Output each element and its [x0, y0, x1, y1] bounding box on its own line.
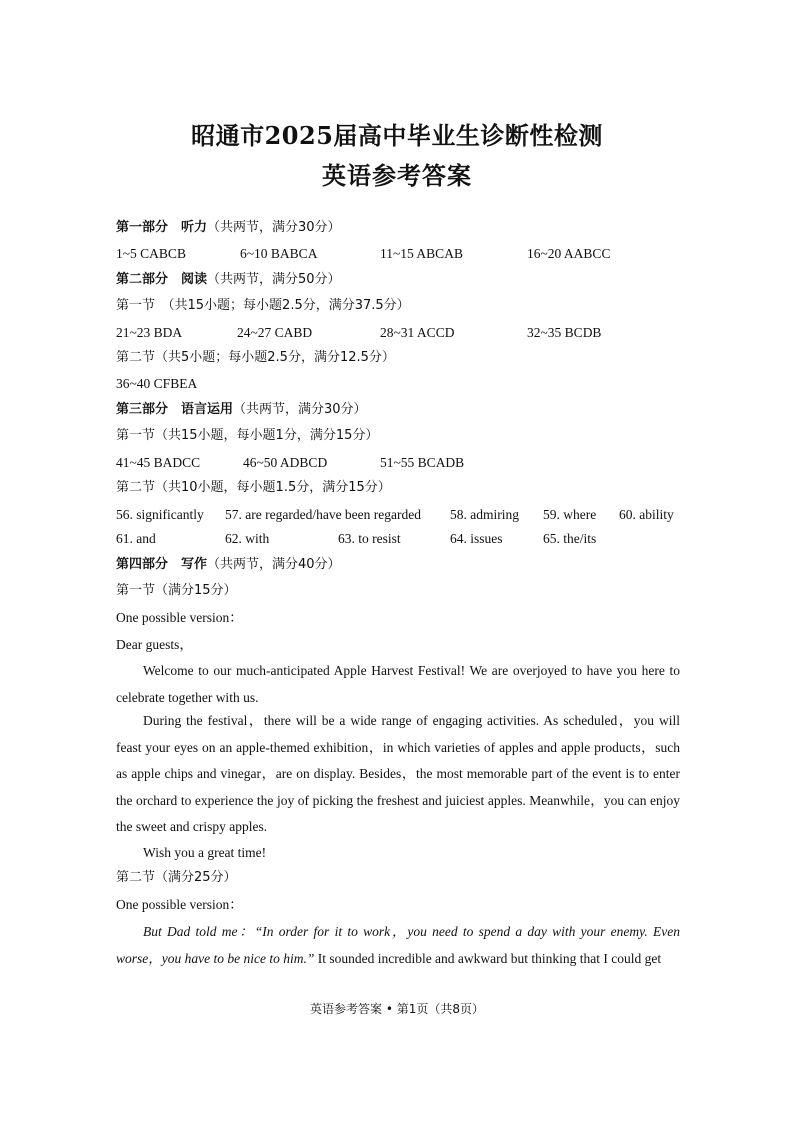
part3-note: （共两节，满分30分） — [233, 402, 367, 417]
story-text: It sounded incredible and awkward but thinking that I could get — [314, 950, 662, 966]
part3-heading — [116, 401, 367, 418]
answer-group: 36~40 CFBEA — [116, 376, 198, 391]
section-heading: 第二节（满分25分） — [116, 870, 237, 885]
fill-answer: 59. where — [543, 507, 597, 522]
fill-answer: 56. significantly — [116, 507, 204, 522]
answer-group: 11~15 ABCAB — [380, 246, 463, 261]
page-subtitle: 英语参考答案 — [322, 161, 472, 190]
letter-paragraph: Welcome to our much-anticipated Apple Harvest Festival! We are overjoyed to have you here to celebrate together with us. — [116, 663, 680, 705]
fill-answer: 60. ability — [619, 507, 674, 522]
part3-title: 第三部分 语言运用 — [116, 402, 234, 417]
answer-group: 16~20 AABCC — [527, 246, 611, 261]
possible-version-label: One possible version： — [116, 610, 243, 625]
part4-note: （共两节，满分40分） — [207, 557, 341, 572]
section-heading: 第一节（共15小题，每小题1分，满分15分） — [116, 428, 379, 443]
fill-answer: 63. to resist — [338, 531, 401, 546]
section-heading: 第一节 （共15小题；每小题2.5分，满分37.5分） — [116, 298, 410, 313]
answer-group: 1~5 CABCB — [116, 246, 186, 261]
answer-group: 46~50 ADBCD — [243, 455, 328, 470]
part2-title: 第二部分 阅读 — [116, 272, 208, 287]
letter-paragraph: During the festival，there will be a wide range of engaging activities. As scheduled，you will feast your eyes on an apple-themed exhibition，in which varieties of apples and apple products，such as apple chips and vinegar，are on display. Besides，the most memorable part of the event is to enter the orchard to experience the joy of picking the freshest and juiciest apples. Meanwhile，you can enjoy the sweet and crispy apples. — [116, 713, 680, 834]
fill-answer: 62. with — [225, 531, 270, 546]
part1-note: （共两节，满分30分） — [207, 220, 341, 235]
letter-closing: Wish you a great time! — [143, 845, 267, 860]
answer-group: 28~31 ACCD — [380, 325, 455, 340]
answer-group: 21~23 BDA — [116, 325, 183, 340]
section-heading: 第一节（满分15分） — [116, 583, 237, 598]
page-footer: 英语参考答案 • 第1页（共8页） — [310, 1002, 484, 1016]
fill-answer: 61. and — [116, 531, 156, 546]
part2-heading — [116, 271, 341, 288]
section-heading: 第二节（共10小题，每小题1.5分，满分15分） — [116, 480, 391, 495]
letter-greeting: Dear guests， — [116, 637, 193, 652]
part2-note: （共两节，满分50分） — [207, 272, 341, 287]
answer-group: 32~35 BCDB — [527, 325, 602, 340]
answer-group: 51~55 BCADB — [380, 455, 465, 470]
answer-group: 6~10 BABCA — [240, 246, 318, 261]
fill-answer: 57. are regarded/have been regarded — [225, 507, 422, 522]
possible-version-label: One possible version： — [116, 897, 243, 912]
part4-heading — [116, 556, 341, 573]
story-quote: But Dad told me：“In order for it to work，you need to spend a day with your enemy. Even worse，you have to be nice to him.” — [116, 924, 680, 966]
part4-title: 第四部分 写作 — [116, 557, 208, 572]
page-title: 昭通市2025届高中毕业生诊断性检测 — [191, 121, 603, 150]
section-heading: 第二节（共5小题；每小题2.5分，满分12.5分） — [116, 350, 395, 365]
fill-answer: 65. the/its — [543, 531, 597, 546]
fill-answer: 64. issues — [450, 531, 503, 546]
part1-title: 第一部分 听力 — [116, 220, 208, 235]
fill-answer: 58. admiring — [450, 507, 519, 522]
answer-group: 24~27 CABD — [237, 325, 313, 340]
answer-group: 41~45 BADCC — [116, 455, 201, 470]
story-paragraph — [116, 919, 680, 972]
part1-heading — [116, 219, 341, 236]
